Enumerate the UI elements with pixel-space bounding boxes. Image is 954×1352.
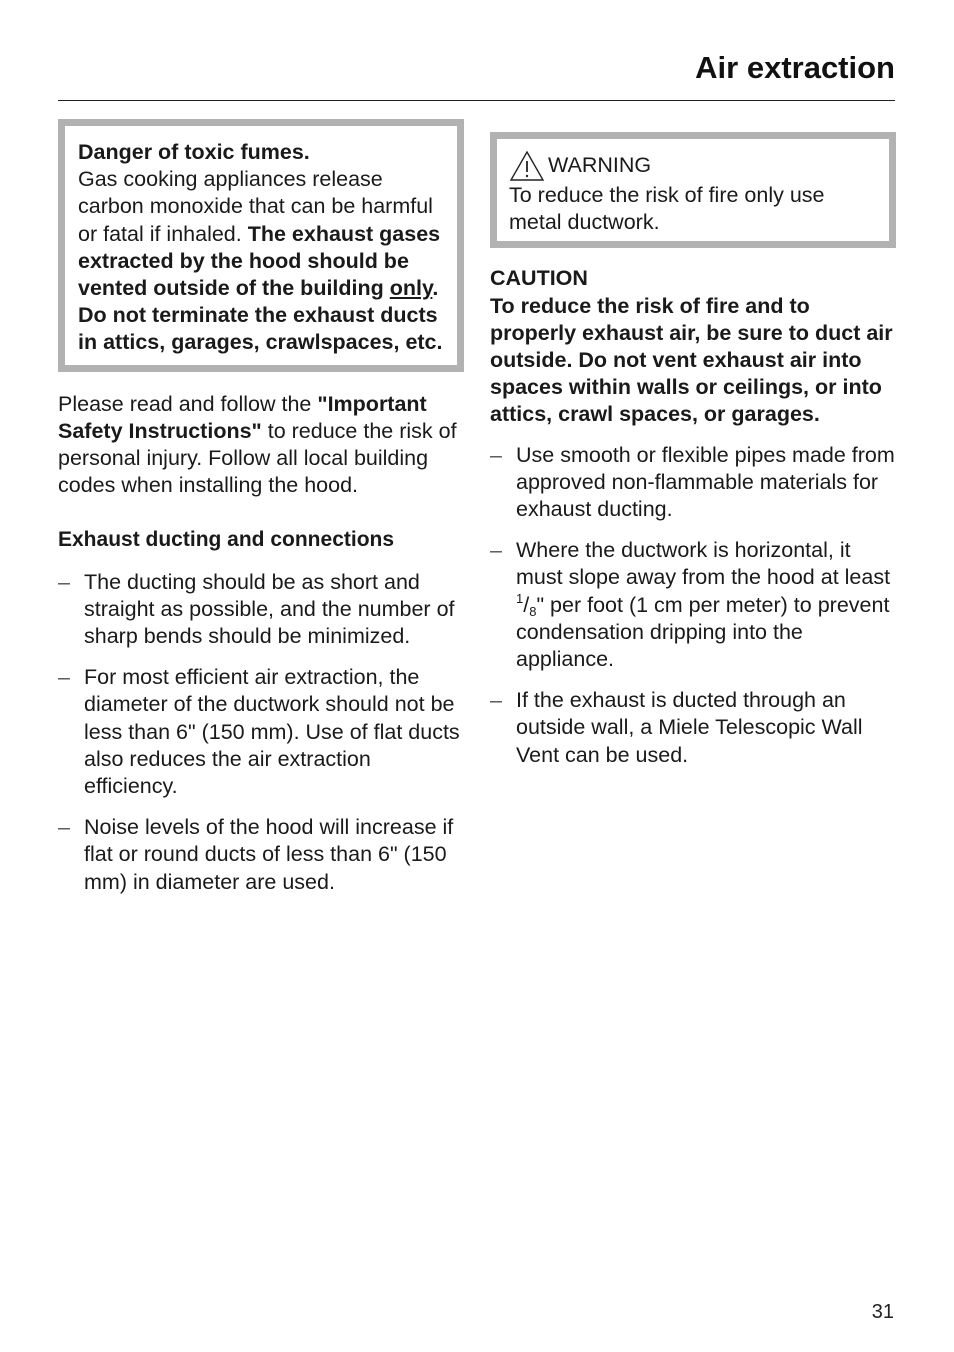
list-item-text: Use smooth or flexible pipes made from approved non-flammable materials for exhaust ducting. bbox=[516, 442, 895, 522]
warning-notice-box bbox=[490, 132, 896, 248]
warning-header bbox=[509, 150, 877, 182]
danger-heading: Danger of toxic fumes. bbox=[78, 140, 310, 164]
exhaust-list bbox=[58, 569, 464, 896]
exhaust-section-heading: Exhaust ducting and connections bbox=[58, 528, 395, 552]
list-item-text: If the exhaust is ducted through an outside wall, a Miele Telescopic Wall Vent can be used. bbox=[516, 688, 863, 767]
list-item bbox=[58, 664, 464, 800]
warning-label: WARNING bbox=[548, 153, 652, 178]
dash-bullet: – bbox=[490, 442, 502, 467]
slope-text-before: Where the ductwork is horizontal, it must slope away from the hood at least bbox=[516, 538, 891, 590]
danger-notice-box bbox=[58, 119, 464, 372]
list-item bbox=[490, 687, 896, 769]
danger-underlined-word: only bbox=[389, 276, 433, 301]
intro-bold: "Important Safety Instructions" bbox=[58, 391, 427, 443]
ducting-tips-list bbox=[490, 442, 896, 769]
warning-triangle-icon bbox=[509, 150, 545, 182]
dash-bullet: – bbox=[58, 815, 70, 840]
dash-bullet: – bbox=[490, 688, 502, 713]
slope-text-after: " per foot (1 cm per meter) to prevent condensation dripping into the appliance. bbox=[516, 592, 890, 672]
caution-heading: CAUTION bbox=[490, 266, 588, 291]
dash-bullet: – bbox=[490, 538, 502, 563]
danger-text-regular: Gas cooking appliances release carbon monoxide that can be harmful or fatal if inhaled. bbox=[78, 167, 433, 246]
list-item bbox=[490, 442, 896, 524]
right-column bbox=[490, 132, 896, 769]
list-item bbox=[490, 537, 896, 673]
page-number: 31 bbox=[871, 1301, 894, 1323]
left-column bbox=[58, 119, 464, 896]
danger-bold-period: . bbox=[432, 276, 439, 301]
warning-text: To reduce the risk of fire only use metal ductwork. bbox=[509, 183, 825, 235]
danger-text bbox=[78, 166, 445, 302]
intro-before: Please read and follow the bbox=[58, 391, 312, 416]
list-item-text bbox=[516, 538, 890, 671]
intro-after: to reduce the risk of personal injury. Follow all local building codes when installing the hood. bbox=[58, 418, 457, 498]
page-title: Air extraction bbox=[695, 50, 895, 85]
intro-paragraph bbox=[58, 391, 464, 500]
dash-bullet: – bbox=[58, 665, 70, 690]
fraction-slash: / bbox=[523, 592, 530, 617]
list-item-text: The ducting should be as short and straight as possible, and the number of sharp bends should be minimized. bbox=[84, 569, 455, 649]
dash-bullet: – bbox=[58, 569, 70, 594]
caution-text: To reduce the risk of fire and to properly exhaust air, be sure to duct air outside. Do not vent exhaust air into spaces within walls or ceilings, or into attics, crawl spaces, or garages. bbox=[490, 293, 893, 427]
list-item bbox=[58, 814, 464, 896]
list-item-text: For most efficient air extraction, the diameter of the ductwork should not be less than 6" (150 mm). Use of flat ducts also reduces the air extraction efficiency. bbox=[84, 665, 460, 799]
fraction-denominator: 8 bbox=[529, 603, 537, 619]
header-rule bbox=[58, 100, 895, 101]
list-item bbox=[58, 569, 464, 651]
danger-bold-part-1: The exhaust gases extracted by the hood should be vented outside of the building bbox=[78, 221, 441, 301]
fraction-numerator: 1 bbox=[516, 590, 524, 606]
list-item-text: Noise levels of the hood will increase if flat or round ducts of less than 6" (150 mm) in diameter are used. bbox=[84, 815, 454, 894]
danger-text-bold-2: Do not terminate the exhaust ducts in attics, garages, crawlspaces, etc. bbox=[78, 303, 443, 355]
